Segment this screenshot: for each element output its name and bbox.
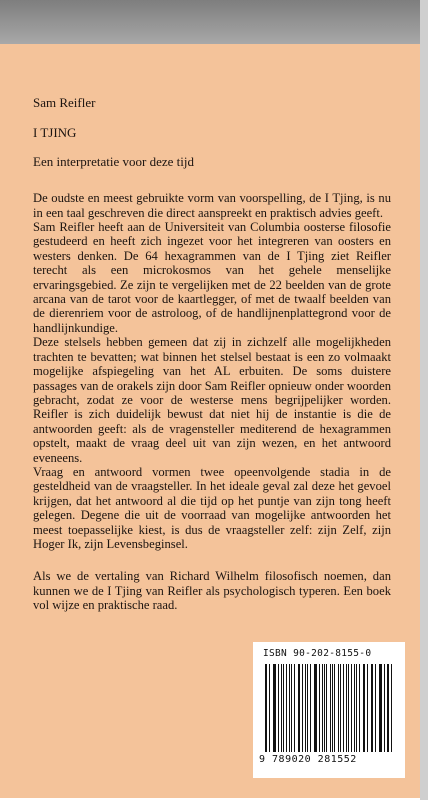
ean-number: 9 789020 281552 xyxy=(259,754,357,765)
barcode-stripe xyxy=(330,664,331,752)
author-name: Sam Reifler xyxy=(33,95,96,110)
blurb-paragraph-1: De oudste en meest gebruikte vorm van voorspelling, de I Tjing, is nu in een taal geschreven die direct aanspreekt en praktisch advies geeft. xyxy=(33,191,391,220)
cover-text-column xyxy=(33,96,391,613)
barcode-stripe xyxy=(294,664,295,752)
blurb-paragraph-4: Vraag en antwoord vormen twee opeenvolgende stadia in de gesteldheid van de vraagsteller. In het ideale geval zal deze het gevoel krijgen, dat het antwoord al die tijd op het puntje van zijn tong heeft gelegen. Degene die uit de voorraad van mogelijke antwoorden het meest toepasselijke kiest, is dus de vraagsteller zelf: zijn Zelf, zijn Hoger Ik, zijn Levensbeginsel. xyxy=(33,464,391,551)
barcode-stripe xyxy=(364,664,365,752)
barcode-stripe xyxy=(269,664,270,752)
barcode-stripe xyxy=(274,664,275,752)
barcode-stripe xyxy=(356,664,357,752)
barcode-stripe xyxy=(305,664,306,752)
top-band xyxy=(0,0,420,44)
book-subtitle: Een interpretatie voor deze tijd xyxy=(33,153,194,169)
barcode-box xyxy=(253,642,405,778)
book-title: I TJING xyxy=(33,125,77,141)
spine-shade xyxy=(420,0,428,800)
isbn-label: ISBN 90-202-8155-0 xyxy=(263,648,372,659)
barcode-stripe xyxy=(307,664,308,752)
barcode-stripe xyxy=(322,664,323,752)
blurb-paragraph-2: Sam Reifler heeft aan de Universiteit van Columbia oosterse filosofie gestudeerd en heeft zich ingezet voor het integreren van oosters en westers denken. De 64 hexagrammen van de I Tjing ziet Reifler terecht als een microkosmos van het gehele menselijke ervaringsgebied. Ze zijn te vergelijken met de 22 beelden van de grote arcana van de tarot voor de kaartlegger, of met de twaalf beelden van de dierenriem voor de astroloog, of de handlijnenplattegrond voor de handlijnkundige. xyxy=(33,220,391,335)
barcode-stripe xyxy=(380,664,381,752)
barcode-stripe xyxy=(291,664,292,752)
barcode-stripe xyxy=(346,664,347,752)
barcode-stripe xyxy=(315,664,316,752)
barcode-stripe xyxy=(375,664,376,752)
barcode-stripe xyxy=(388,664,389,752)
barcode-stripe xyxy=(338,664,339,752)
barcode-stripe xyxy=(283,664,284,752)
barcode-bars xyxy=(265,664,395,756)
barcode-stripe xyxy=(354,664,355,752)
blurb-paragraph-5: Als we de vertaling van Richard Wilhelm filosofisch noemen, dan kunnen we de I Tjing van Reifler als psychologisch typeren. Een boek vol wijze en praktische raad. xyxy=(33,569,391,613)
blurb-paragraph-3: Deze stelsels hebben gemeen dat zij in zichzelf alle mogelijkheden trachten te bevatten; wat binnen het stelsel bestaat is een zo volmaakt mogelijke afspiegeling van het AL erbuiten. De soms duistere passages van de orakels zijn door Sam Reifler opnieuw onder woorden gebracht, zodat ze voor de westerse mens begrijpelijker worden. Reifler is zich duidelijk bewust dat niet hij de instantie is die de antwoorden geeft: als de vragensteller mediterend de hexagrammen opstelt, maakt de vraag deel uit van zijn wezen, en het antwoord eveneens. xyxy=(33,335,391,465)
